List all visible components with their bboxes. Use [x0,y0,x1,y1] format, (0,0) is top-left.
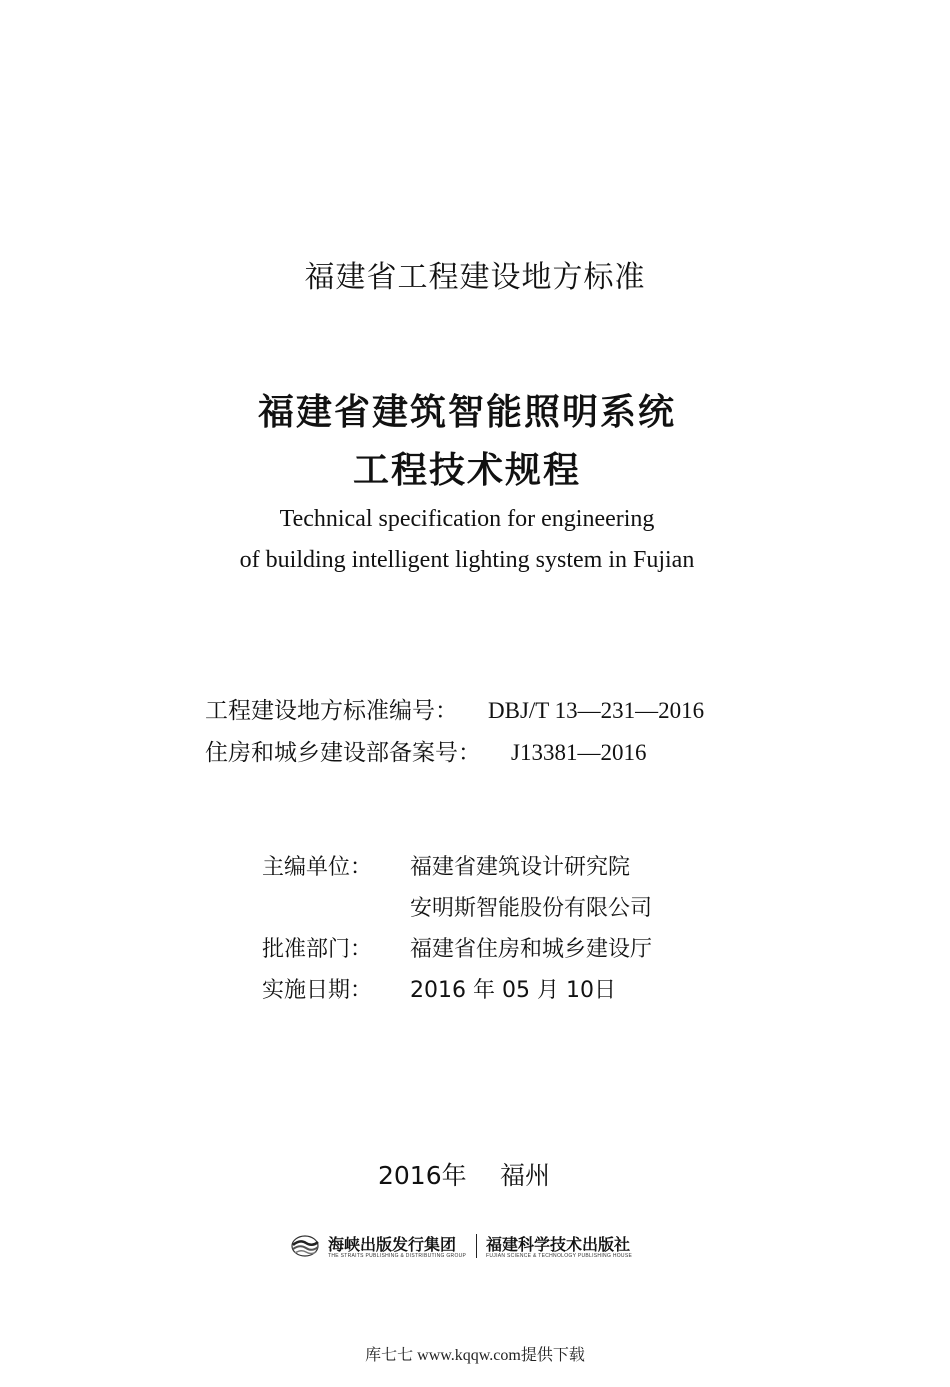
approver-value: 福建省住房和城乡建设厅 [410,937,653,962]
download-watermark: 库七七 www.kqqw.com提供下载 [365,1347,585,1364]
record-number-row [205,734,646,767]
publisher-house-name: 福建科学技术出版社 [486,1235,631,1254]
record-number-value: J13381—2016 [511,740,647,765]
publisher-group-name: 海峡出版发行集团 [328,1235,457,1254]
editor-value-1: 福建省建筑设计研究院 [410,855,631,880]
editor-label: 主编单位： [262,855,373,880]
english-title-line-1: Technical specification for engineering [279,506,655,532]
footer-city: 福州 [500,1161,551,1190]
standard-number-value: DBJ/T 13—231—2016 [488,698,705,723]
publisher-house-english: FUJIAN SCIENCE & TECHNOLOGY PUBLISHING HOUSE [486,1253,633,1259]
standard-number-label: 工程建设地方标准编号： [205,698,458,724]
standard-number-row [205,692,704,725]
publisher-group-english: THE STRAITS PUBLISHING & DISTRIBUTING GROUP [328,1253,467,1259]
record-number-label: 住房和城乡建设部备案号： [205,740,481,766]
date-label: 实施日期： [262,978,373,1003]
series-title: 福建省工程建设地方标准 [304,260,646,295]
publisher-wave-logo-icon [290,1234,320,1258]
main-title-line-2: 工程技术规程 [352,450,581,491]
english-title-line-2: of building intelligent lighting system in Fujian [239,547,695,573]
date-value: 2016 年 05 月 10日 [410,978,616,1003]
approver-label: 批准部门： [262,937,373,962]
publisher-divider [476,1234,477,1258]
editor-value-2: 安明斯智能股份有限公司 [410,896,653,921]
footer-year: 2016年 [378,1161,467,1190]
main-title-line-1: 福建省建筑智能照明系统 [257,392,676,433]
